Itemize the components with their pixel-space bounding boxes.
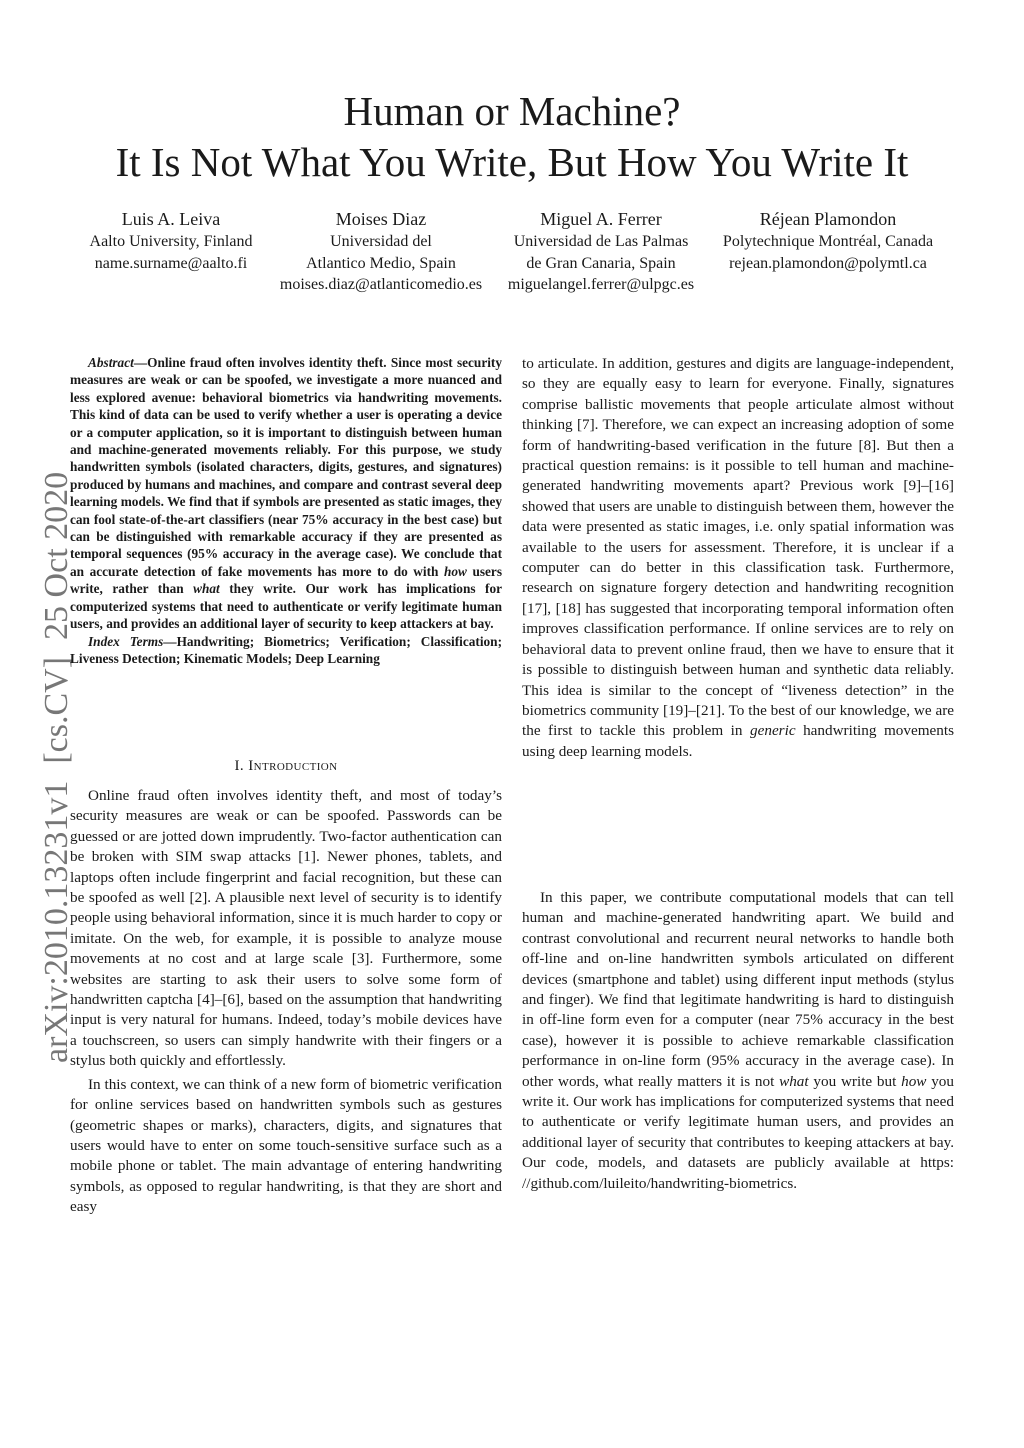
paper-title xyxy=(0,86,1024,188)
right-column-continuation xyxy=(522,354,954,762)
body-emphasis: how xyxy=(901,1072,927,1090)
author-affiliation: Aalto University, Finland xyxy=(89,233,253,250)
index-terms-text: —Handwriting; Biometrics; Verification; Classification; Liveness Detection; Kinematic Models; Deep Learning xyxy=(70,633,502,666)
abstract-paragraph xyxy=(70,354,502,633)
author-block xyxy=(508,208,694,296)
title-line-1: Human or Machine? xyxy=(343,88,681,134)
body-text: you write it. Our work has implications for computerized systems that need to authenticate or verify legitimate human users, and provides an additional layer of security that contributes to keeping attackers at bay. Our code, models, and datasets are publicly available at https: //github.com/luileito/handwriting-biometrics. xyxy=(522,1072,954,1192)
body-text: In this paper, we contribute computational models that can tell human and machine-generated handwriting apart. We build and contrast convolutional and recurrent neural networks to handle both off-line and on-line handwritten symbols articulated on different devices (smartphone and tablet) using different input methods (stylus and finger). We find that legitimate handwriting is hard to distinguish in off-line form even for a computer (near 75% accuracy in the best case), however it is possible to achieve remarkable classification performance in on-line form (95% accuracy in the average case). In other words, what really matters it is not xyxy=(522,889,954,1090)
abstract-emphasis: how xyxy=(443,563,467,579)
author-block xyxy=(723,208,933,274)
body-paragraph: Online fraud often involves identity theft, and most of today’s security measures are weak or can be spoofed. Passwords can be guessed or are jotted down imprudently. Two-factor authentication can be broken with SIM swap attacks [1]. Newer phones, tablets, and laptops often include fingerprint and facial recognition, but these can be spoofed as well [2]. A plausible next level of security is to identify people using behavioral information, since it is much harder to copy or imitate. On the web, for example, it is possible to analyze mouse movements at no cost and at large scale [3]. Furthermore, some websites are starting to ask their users to solve some form of handwritten captcha [4]–[6], based on the assumption that handwriting input is very natural for humans. Indeed, today’s mobile devices have a touchscreen, so users can simply handwrite with their fingers or a stylus both quickly and effortlessly. xyxy=(70,787,502,1070)
abstract-text: —Online fraud often involves identity theft. Since most security measures are weak or can be spoofed, we investigate a more nuanced and less explored avenue: behavioral biometrics via handwriting movements. This kind of data can be used to verify whether a user is operating a device or a computer application, so it is important to distinguish between human and machine-generated movements reliably. For this purpose, we study handwritten symbols (isolated characters, digits, gestures, and signatures) produced by humans and machines, and compare and contrast several deep learning models. We find that if symbols are presented as static images, they can fool state-of-the-art classifiers (near 75% accuracy in the best case) but can be distinguished with remarkable accuracy if they are presented as temporal sequences (95% accuracy in the average case). We conclude that an accurate detection of fake movements has more to do with xyxy=(70,355,502,579)
index-terms-label: Index Terms xyxy=(88,633,164,649)
body-text: handwriting movements using deep learning models. xyxy=(522,722,954,760)
author-email: rejean.plamondon@polymtl.ca xyxy=(729,254,927,272)
body-paragraph xyxy=(522,888,954,1194)
body-paragraph xyxy=(522,354,954,762)
body-emphasis: what xyxy=(779,1072,809,1090)
author-block xyxy=(90,208,253,274)
author-affiliation: Polytechnique Montréal, Canada xyxy=(722,233,934,250)
arxiv-identifier: arXiv:2010.13231v1 [cs.CV] 25 Oct 2020 xyxy=(38,471,75,1063)
body-text: you write but xyxy=(808,1072,902,1090)
body-paragraph: In this context, we can think of a new form of biometric verification for online services based on handwritten symbols such as gestures (geometric shapes or marks), characters, digits, and signatures that users would have to enter on some touch-sensitive surface such as a mobile phone or tablet. The main advantage of entering handwriting symbols, as opposed to regular handwriting, is that they are short and easy xyxy=(70,1075,502,1216)
abstract-text: users write, rather than xyxy=(70,563,503,597)
body-emphasis: generic xyxy=(750,722,796,740)
introduction-body xyxy=(70,786,502,1218)
author-name: Réjean Plamondon xyxy=(759,209,897,229)
author-block xyxy=(280,208,482,296)
section-heading: I. Introduction xyxy=(234,758,338,774)
abstract-emphasis: what xyxy=(193,581,220,597)
title-line-2: It Is Not What You Write, But How You Write It xyxy=(115,139,909,185)
author-email: miguelangel.ferrer@ulpgc.es xyxy=(507,276,695,293)
abstract-block xyxy=(70,354,502,667)
author-email: moises.diaz@atlanticomedio.es xyxy=(279,276,483,293)
author-email: name.surname@aalto.fi xyxy=(94,254,248,272)
body-text: to articulate. In addition, gestures and digits are language-independent, so they are equally easy to learn for everyone. Finally, signatures comprise ballistic movements that people articulate almost without thinking [7]. Therefore, we can expect an increasing adoption of some form of handwriting-based verification in the future [8]. But then a practical question remains: is it possible to tell human and machine-generated handwriting movements apart? Previous work [9]–[16] showed that users are unable to distinguish between them, however the data were presented as static images, i.e. only spatial information was available to the users for assessment. Therefore, it is unclear if a computer can do better in this classification task. Furthermore, research on signature forgery detection and handwriting recognition [17], [18] has suggested that incorporating temporal information often improves classification performance. If online services are to rely on behavioral data to prevent online fraud, then we have to ensure that it is possible to distinguish between human and synthetic data reliably. This idea is similar to the concept of “liveness detection” in the biometrics community [19]–[21]. To the best of our knowledge, we are the first to tackle this problem in xyxy=(522,355,954,740)
abstract-text: they write. Our work has implications for computerized systems that need to authenticate or verify legitimate human users, and provides an additional layer of security to keep attackers at bay. xyxy=(70,581,502,632)
author-affiliation: Universidad del xyxy=(330,233,432,250)
contribution-paragraph-block xyxy=(522,888,954,1194)
author-name: Moises Diaz xyxy=(335,209,427,229)
author-name: Miguel A. Ferrer xyxy=(540,209,662,229)
abstract-label: Abstract xyxy=(88,355,134,370)
index-terms xyxy=(70,633,502,668)
author-affiliation: Universidad de Las Palmas xyxy=(513,233,689,250)
author-affiliation: Atlantico Medio, Spain xyxy=(306,254,456,272)
author-affiliation: de Gran Canaria, Spain xyxy=(526,254,676,272)
author-name: Luis A. Leiva xyxy=(121,209,221,229)
